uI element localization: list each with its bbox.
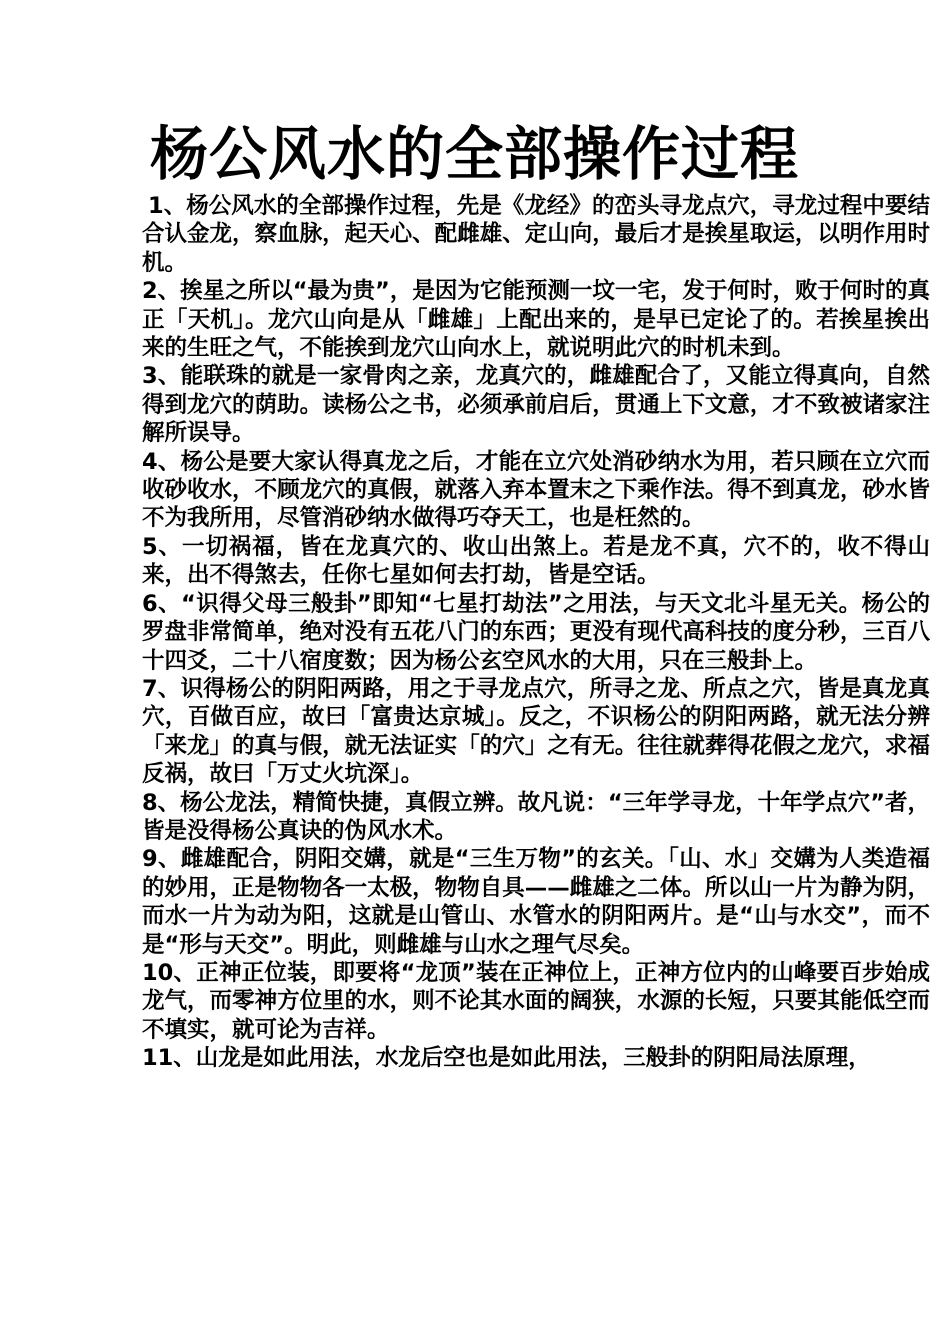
paragraph-9: 9、雌雄配合，阴阳交媾，就是“三生万物”的玄关。「山、水」交媾为人类造福的妙用，正是物物各一太极，物物自具——雌雄之二体。所以山一片为静为阴，而水一片为动为阳，这就是山管山、水管水的阴阳两片。是“山与水交”，而不是“形与天交”。明此，则雌雄与山水之理气尽矣。 — [142, 846, 930, 958]
document-body — [142, 192, 930, 1073]
paragraph-11: 11、山龙是如此用法，水龙后空也是如此用法，三般卦的阴阳局法原理， — [142, 1045, 871, 1072]
paragraph-1: 1、杨公风水的全部操作过程，先是《龙经》的峦头寻龙点穴，寻龙过程中要结合认金龙，察血脉，起天心、配雌雄、定山向，最后才是挨星取运，以明作用时机。 — [142, 193, 930, 276]
paragraph-6: 6、“识得父母三般卦”即知“七星打劫法”之用法，与天文北斗星无关。杨公的罗盘非常简单，绝对没有五花八门的东西；更没有现代高科技的度分秒，三百八十四爻，二十八宿度数；因为杨公玄空风水的大用，只在三般卦上。 — [142, 590, 930, 674]
paragraph-10: 10、正神正位装，即要将“龙顶”装在正神位上，正神方位内的山峰要百步始成龙气，而零神方位里的水，则不论其水面的阔狭，水源的长短，只要其能低空而不填实，就可论为吉祥。 — [142, 959, 930, 1043]
page-title: 杨公风水的全部操作过程 — [150, 120, 800, 188]
paragraph-5: 5、一切祸福，皆在龙真穴的、收山出煞上。若是龙不真，穴不的，收不得山来，出不得煞去，任你七星如何去打劫，皆是空话。 — [142, 533, 930, 589]
paragraph-8: 8、杨公龙法，精简快捷，真假立辨。故凡说：“三年学寻龙，十年学点穴”者，皆是没得杨公真诀的伪风水术。 — [142, 789, 930, 844]
paragraph-4: 4、杨公是要大家认得真龙之后，才能在立穴处消砂纳水为用，若只顾在立穴而收砂收水，不顾龙穴的真假，就落入弃本置末之下乘作法。得不到真龙，砂水皆不为我所用，尽管消砂纳水做得巧夺天工，也是枉然的。 — [142, 448, 930, 532]
paragraph-2: 2、挨星之所以“最为贵”，是因为它能预测一坟一宅，发于何时，败于何时的真正「天机」。龙穴山向是从「雌雄」上配出来的，是早已定论了的。若挨星挨出来的生旺之气，不能挨到龙穴山向水上，就说明此穴的时机未到。 — [142, 278, 930, 362]
paragraph-7: 7、识得杨公的阴阳两路，用之于寻龙点穴，所寻之龙、所点之穴，皆是真龙真穴，百做百应，故曰「富贵达京城」。反之，不识杨公的阴阳两路，就无法分辨「来龙」的真与假，就无法证实「的穴」之有无。往往就葬得花假之龙穴，求福反祸，故曰「万丈火坑深」。 — [142, 675, 930, 788]
paragraph-3: 3、能联珠的就是一家骨肉之亲，龙真穴的，雌雄配合了，又能立得真向，自然得到龙穴的荫助。读杨公之书，必须承前启后，贯通上下文意，才不致被诸家注解所误导。 — [142, 363, 930, 447]
